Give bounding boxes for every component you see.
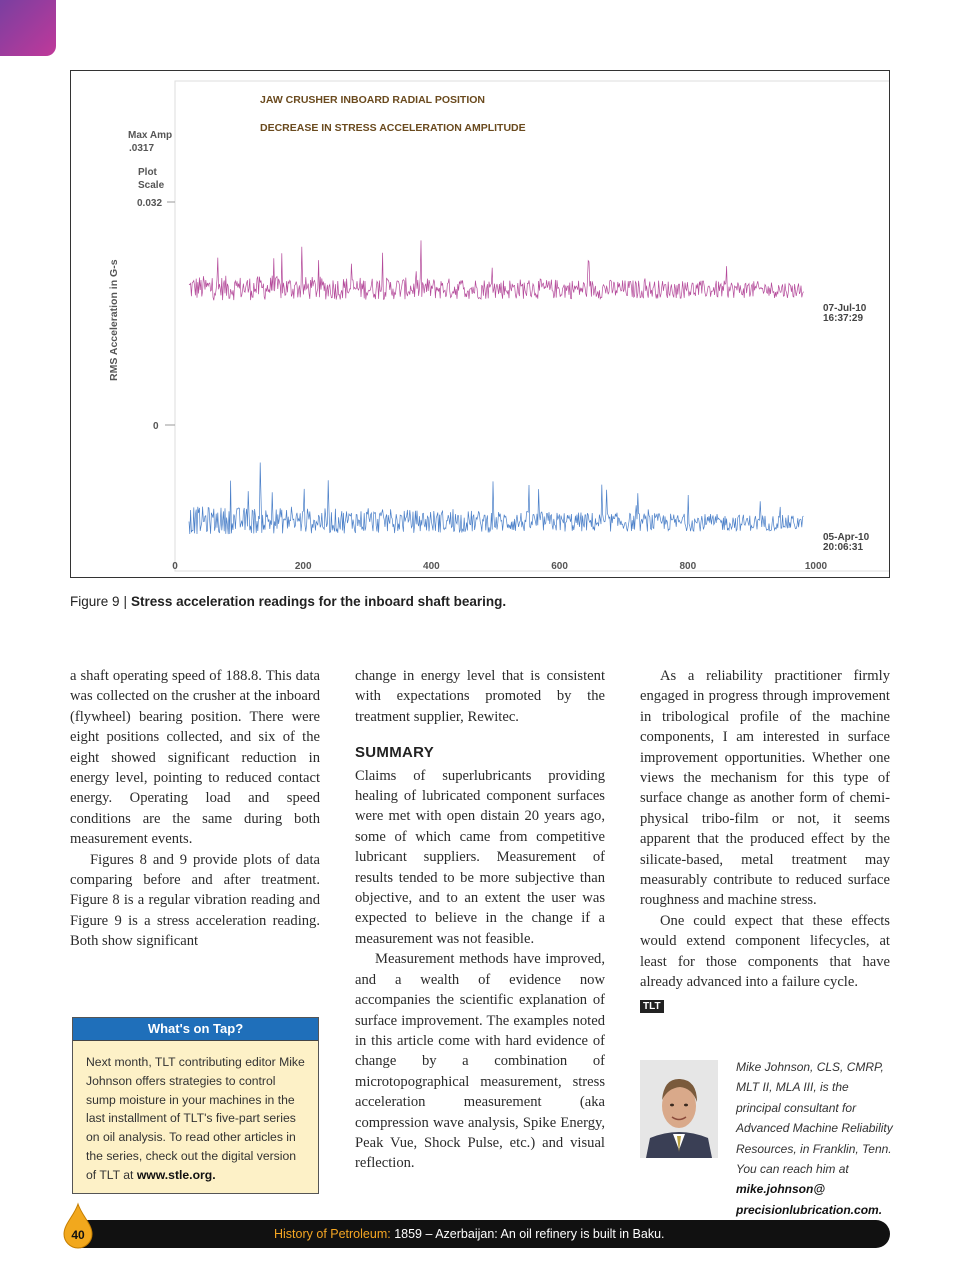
figure-9-frame	[70, 70, 890, 578]
zero-label: 0	[153, 421, 159, 432]
caption-text: Stress acceleration readings for the inboard shaft bearing.	[131, 594, 507, 609]
whats-on-tap-heading: What's on Tap?	[73, 1018, 318, 1041]
x-tick-label: 800	[679, 561, 697, 572]
max-amp-label: Max Amp	[128, 130, 173, 141]
series-apr-time: 20:06:31	[823, 542, 864, 553]
article-column-2	[355, 666, 605, 1174]
col2-paragraph-1: change in energy level that is consistent with expectations promoted by the treatment supplier, Rewitec.	[355, 668, 605, 725]
footer-fact: 1859 – Azerbaijan: An oil refinery is built in Baku.	[390, 1227, 665, 1241]
x-tick-label: 600	[551, 561, 568, 572]
footer-label: History of Petroleum:	[274, 1227, 391, 1241]
footer-history-text	[274, 1227, 665, 1241]
max-amp-value: .0317	[129, 143, 155, 154]
author-bio	[736, 1057, 896, 1220]
author-photo	[640, 1060, 718, 1158]
whats-on-tap-text: Next month, TLT contributing editor Mike Johnson offers strategies to control sump moisture in your machines in the last installment of TLT's five-part series on oil analysis. To read other articles in the series, check out the digital version of TLT at	[86, 1055, 305, 1182]
col2-paragraph-3: Measurement methods have improved, and a wealth of evidence now accompanies the scientific explanation of surface improvement. The examples noted in this article come with hard evidence of change by a combination of microtopographical measurement, stress acceleration measurement (aka compression wave analysis, Spike Energy, Peak Vue, Shock Pulse, etc.) and visual reflection.	[355, 951, 605, 1172]
plot-scale-label-2: Scale	[138, 180, 165, 191]
plot-area	[175, 81, 889, 571]
caption-number: Figure 9	[70, 594, 120, 609]
col1-paragraph-1: a shaft operating speed of 188.8. This data was collected on the crusher at the inboard (flywheel) bearing position. There were eight positions collected, and six of the eight showed significant reduction in energy level, pointing to reduced contact energy. Operating load and speed conditions are the same during both measurement events.	[70, 668, 320, 848]
author-bio-text: Mike Johnson, CLS, CMRP, MLT II, MLA III, is the principal consultant for Advanced Machine Reliability Resources, in Franklin, Tenn. You can reach him at	[736, 1060, 893, 1177]
x-tick-label: 200	[294, 561, 312, 572]
author-portrait-icon	[640, 1060, 718, 1158]
col2-paragraph-2: Claims of superlubricants providing healing of lubricated component surfaces were met with open distain 20 years ago, some of which came from competitive lubricant suppliers. Measurement of results tended to be more subjective than objective, and to an extent the user was expected to believe in the change if a measurement was not feasible.	[355, 767, 605, 947]
series-apr-date: 05-Apr-10	[823, 532, 870, 543]
corner-tab-decoration	[0, 0, 56, 56]
figure-caption	[70, 594, 506, 609]
x-tick-label: 0	[172, 561, 178, 572]
y-axis-label: RMS Acceleration in G-s	[108, 259, 120, 381]
series-jul-time: 16:37:29	[823, 313, 864, 324]
plot-scale-label-1: Plot	[138, 167, 157, 178]
whats-on-tap-box	[72, 1017, 319, 1194]
summary-heading: SUMMARY	[355, 744, 435, 762]
plot-scale-value: 0.032	[137, 198, 163, 209]
tlt-end-badge: TLT	[640, 1000, 664, 1013]
col3-paragraph-1: As a reliability practitioner firmly engaged in progress through improvement in tribological profile of the machine components, I am interested in surface improvement opportunities. Whether one views the mechanism for this type of surface change as another form of chemi-physical tribo-film or not, it seems apparent that the produced effect by the silicate-based, metal treatment may measurably contribute to reduced surface roughness and machine stress.	[640, 668, 890, 909]
author-email-link[interactable]: mike.johnson@ precisionlubrication.com.	[736, 1182, 883, 1217]
chart-subtitle: DECREASE IN STRESS ACCELERATION AMPLITUDE	[260, 122, 526, 134]
x-tick-label: 1000	[804, 561, 828, 572]
stle-link[interactable]: www.stle.org.	[136, 1167, 216, 1182]
series-jul-date: 07-Jul-10	[823, 303, 867, 314]
col3-paragraph-2: One could expect that these effects would extend component lifecycles, at least for those components that have already advanced into a failure cycle.	[640, 912, 890, 991]
page-number-badge	[62, 1202, 94, 1250]
whats-on-tap-body	[73, 1041, 318, 1185]
x-tick-label: 400	[423, 561, 440, 572]
oil-drop-icon	[62, 1202, 94, 1250]
chart-title: JAW CRUSHER INBOARD RADIAL POSITION	[260, 94, 485, 106]
stress-acceleration-chart	[71, 71, 889, 577]
col1-paragraph-2: Figures 8 and 9 provide plots of data comparing before and after treatment. Figure 8 is a regular vibration reading and Figure 9 is a stress acceleration reading. Both show significant	[70, 851, 320, 950]
page-number: 40	[71, 1228, 85, 1242]
article-column-3	[640, 666, 890, 1015]
caption-separator: |	[123, 594, 128, 609]
article-column-1	[70, 666, 320, 952]
